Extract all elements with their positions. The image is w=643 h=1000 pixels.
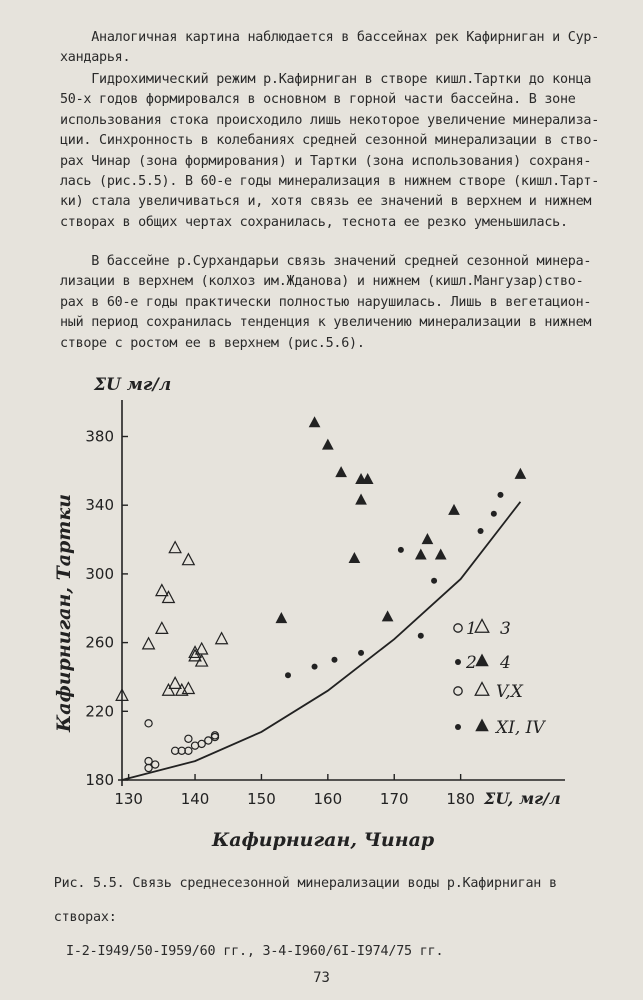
x-tick-label: 180 [446, 790, 475, 808]
x-axis-title: Кафирниган, Чинар [212, 829, 435, 850]
filled-circle-point [418, 633, 424, 639]
open-triangle-point [169, 542, 181, 553]
open-triangle-point [163, 591, 175, 602]
filled-circle-point [478, 528, 484, 534]
legend-label: 1 [466, 619, 477, 639]
open-triangle-point [156, 585, 168, 596]
caption-line-3: I-2-I949/50-I959/60 гг., 3-4-I960/6I-I974/75 гг. [66, 944, 444, 959]
filled-circle-point [497, 492, 503, 498]
x-tick-label: 170 [379, 790, 409, 808]
paragraph-3: В бассейне р.Сурхандарьи связь значений средней сезонной минера- лизации в верхнем (колхоз им.Жданова) и нижнем (кишл.Мангузар)ство- рах в 60-е годы практически полностью нарушилась. Лишь в вегетацион- ный период сохранилась тенденция к увеличению минерализации в нижнем створе с ростом ее в верхнем (рис.5.6). [60, 254, 592, 351]
legend-label-2: 3 [500, 619, 511, 639]
open-triangle-point [156, 622, 168, 633]
fit-curve-line [122, 502, 520, 780]
legend-label: XI, IV [496, 718, 545, 738]
chart-legend [454, 619, 547, 738]
page-number: 73 [313, 970, 330, 986]
x-tick-label: 140 [180, 790, 210, 808]
filled-triangle-point [309, 416, 321, 427]
filled-triangle-point [322, 439, 334, 450]
filled-triangle-point [515, 468, 527, 479]
x-tick-label: 150 [247, 790, 276, 808]
filled-circle-point [491, 511, 497, 517]
legend-filled-triangle [475, 719, 489, 732]
filled-triangle-point [276, 612, 288, 623]
y-axis-title: Кафирниган, Тартки [53, 493, 75, 732]
filled-circle-point [331, 657, 337, 663]
legend-label: 2 [466, 653, 477, 673]
filled-circle-point [431, 578, 437, 584]
legend-filled-circle [455, 659, 461, 665]
y-tick-label: 300 [85, 564, 114, 583]
open-circle-point [198, 740, 205, 747]
trend-curve [122, 502, 520, 780]
open-circle-point [145, 764, 152, 771]
open-circle-point [145, 758, 152, 765]
caption-line-1: Рис. 5.5. Связь среднесезонной минерализации воды р.Кафирниган в [53, 876, 557, 891]
open-triangle-point [183, 554, 195, 565]
paragraph-1: Аналогичная картина наблюдается в бассейнах рек Кафирниган и Сур- хандарья. [60, 30, 600, 66]
filled-triangle-point [422, 533, 434, 544]
filled-triangle-point [415, 549, 427, 560]
filled-triangle-point [382, 610, 394, 621]
filled-triangle-point [435, 549, 447, 560]
legend-open-triangle [475, 620, 489, 633]
open-triangle-point [163, 684, 175, 695]
y-tick-label: 220 [85, 702, 114, 721]
legend-filled-circle [455, 724, 461, 730]
open-triangle-point [143, 638, 155, 649]
y-tick-label: 380 [85, 427, 114, 446]
x-axis-unit-label: ΣU, мг/л [484, 789, 561, 808]
open-circle-point [152, 761, 159, 768]
filled-triangle-point [349, 552, 361, 563]
filled-circle-point [358, 650, 364, 656]
filled-triangle-point [448, 504, 460, 515]
open-triangle-point [216, 633, 228, 644]
filled-circle-point [285, 672, 291, 678]
legend-open-circle [454, 624, 462, 632]
paragraph-2: Гидрохимический режим р.Кафирниган в створе кишл.Тартки до конца 50-х годов формировался в основном в горной части бассейна. В зоне использования стока происходило лишь некоторое увеличение минерализа- ции. Синхронность в колебаниях средней сезонной минерализации в ство- рах Чинар (зона формирования) и Тартки (зона использования) сохраня- лась (рис.5.5). В 60-е годы минерализация в нижнем створе (кишл.Тарт- ки) стала увеличиваться и, хотя связь ее значений в верхнем и нижнем створах в общих чертах сохранилась, теснота ее резко уменьшилась. [60, 72, 600, 230]
open-circle-point [185, 735, 192, 742]
caption-line-2: створах: [53, 910, 117, 925]
legend-open-circle [454, 687, 462, 695]
y-tick-label: 180 [85, 771, 114, 789]
figure-caption [38, 858, 618, 977]
filled-circle-point [312, 664, 318, 670]
filled-triangle-point [335, 466, 347, 477]
legend-open-triangle [475, 683, 489, 696]
scatter-chart [0, 370, 643, 850]
legend-filled-triangle [475, 654, 489, 667]
x-tick-label: 160 [313, 790, 343, 808]
y-tick-label: 260 [85, 633, 114, 652]
open-triangle-point [169, 677, 181, 688]
open-circle-point [145, 720, 152, 727]
chart-points [116, 416, 526, 771]
filled-triangle-point [355, 494, 367, 505]
y-axis-unit-label: ΣU мг/л [94, 375, 172, 395]
legend-label: V,X [496, 682, 523, 702]
filled-circle-point [398, 547, 404, 553]
x-tick-label: 130 [114, 790, 143, 808]
y-tick-label: 340 [85, 496, 114, 515]
legend-label-2: 4 [500, 653, 511, 673]
open-circle-point [205, 737, 212, 744]
chart-axes [85, 400, 565, 808]
